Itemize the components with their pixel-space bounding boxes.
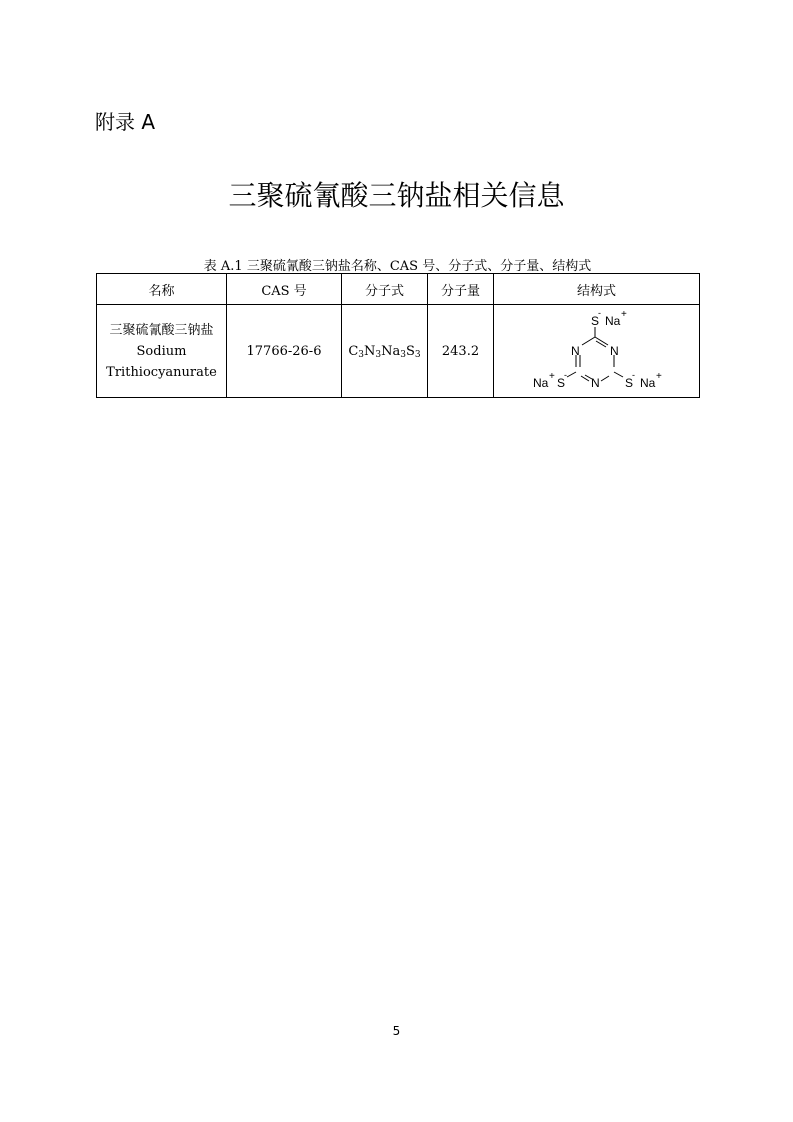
appendix-label: 附录 A [95,110,156,134]
ring-atom-n-left: N [570,344,580,358]
atom-na-right: Na [639,376,655,390]
header-molecular-weight: 分子量 [428,274,494,305]
name-english-line2: Trithiocyanurate [106,364,217,380]
name-english-line1: Sodium [136,343,187,359]
header-formula: 分子式 [342,274,428,305]
header-name: 名称 [97,274,227,305]
atom-s-top: S [590,314,599,328]
atom-s-right: S [624,376,633,390]
atom-na-top: Na [604,314,620,328]
structure-diagram [495,305,699,393]
table-caption: 表 A.1 三聚硫氰酸三钠盐名称、CAS 号、分子式、分子量、结构式 [203,259,592,274]
page-number: 5 [392,1024,401,1038]
cell-molecular-weight: 243.2 [428,305,494,398]
charge-s-right: - [631,370,635,380]
atom-s-left: S [556,376,565,390]
name-chinese: 三聚硫氰酸三钠盐 [109,322,214,338]
charge-s-top: - [597,308,601,318]
atom-na-left: Na [532,376,548,390]
page-title: 三聚硫氰酸三钠盐相关信息 [228,179,565,212]
cell-cas: 17766-26-6 [227,305,342,398]
cell-name [97,305,227,398]
info-table [96,273,700,398]
charge-na-left: + [548,371,555,382]
cell-structure [494,305,700,398]
charge-na-top: + [620,309,627,320]
header-structure: 结构式 [494,274,700,305]
ring-atom-n-bottom: N [590,376,600,390]
table-row [97,305,700,398]
charge-na-right: + [655,371,662,382]
charge-s-left: - [563,370,567,380]
cell-formula: $C_3N_3Na_3S_3$ [342,305,428,398]
ring-atom-n-right: N [609,344,619,358]
table-header-row [97,274,700,305]
header-cas: CAS 号 [227,274,342,305]
